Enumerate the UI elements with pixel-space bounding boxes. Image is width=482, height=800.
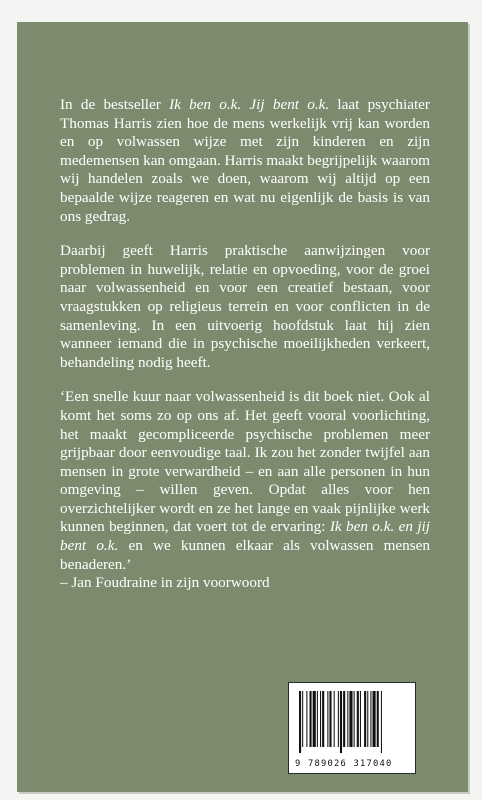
- quote-paragraph: [60, 388, 430, 574]
- barcode-bar: [329, 691, 331, 747]
- barcode-bar: [347, 691, 348, 747]
- barcode-bar: [349, 691, 352, 747]
- barcode-bar: [327, 691, 328, 747]
- quote-text-start: ‘Een snelle kuur naar volwassenheid is dit boek niet. Ook al komt het soms zo op ons af. Het geeft vooral voorlichting, het maakt gecompliceerde psychische problemen meer grijpbaar door eenvoudige taal. Ik zou het zonder twijfel aan mensen in grote verwardheid – en aan alle personen in hun omgeving – willen geven. Opdat alles voor hen overzichtelijker wordt en ze het lange en vaak pijnlijke werk kunnen beginnen, dat voert tot de ervaring:: [60, 388, 430, 536]
- barcode-bar: [306, 691, 307, 747]
- isbn-barcode: [288, 682, 416, 774]
- barcode-bar: [377, 691, 379, 747]
- paragraph-1-rest: laat psychiater Thomas Harris zien hoe de mens werkelijk vrij kan worden en op volwassen wijze met zijn kinderen en zijn medemensen kan omgaan. Harris maakt begrijpelijk waarom wij handelen zoals we doen, waarom wij altijd op een bepaalde wijze reageren en wat nu eigenlijk de basis is van ons gedrag.: [60, 96, 430, 225]
- barcode-bar: [338, 691, 339, 747]
- barcode-bar: [360, 691, 361, 747]
- barcode-bar: [317, 691, 318, 747]
- blurb-text: [60, 96, 430, 609]
- blurb-paragraph-2: Daarbij geeft Harris praktische aanwijzingen voor problemen in huwelijk, relatie en opvoeding, voor de groei naar volwassenheid en voor een creatief bestaan, voor vraagstukken op religieus terrein en voor conflicten in de samenleving. In een uitvoerig hoofdstuk laat hij zien wanneer iemand die in psychische moeilijkheden verkeert, behandeling nodig heeft.: [60, 242, 430, 371]
- barcode-bars: [299, 691, 405, 753]
- barcode-bar: [313, 691, 316, 747]
- blurb-paragraph-1: [60, 96, 430, 226]
- barcode-bar: [310, 691, 312, 747]
- barcode-bar: [302, 691, 303, 747]
- barcode-bar: [381, 691, 382, 753]
- barcode-bar: [370, 691, 371, 747]
- barcode-bar: [367, 691, 368, 747]
- quote-title-italic: Ik ben o.k. en jij bent o.k.: [60, 518, 430, 555]
- quote-attribution: – Jan Foudraine in zijn voorwoord: [60, 574, 270, 592]
- book-title-italic: Ik ben o.k. Jij bent o.k.: [169, 96, 330, 113]
- barcode-bar: [357, 691, 359, 747]
- paragraph-1-intro: In de bestseller: [60, 96, 170, 113]
- barcode-bar: [320, 691, 321, 747]
- barcode-bar: [334, 691, 335, 747]
- barcode-bar: [354, 691, 355, 747]
- quote-text-end: en we kunnen elkaar als volwassen mensen benaderen.’: [60, 537, 431, 573]
- barcode-bar: [364, 691, 366, 747]
- barcode-bar: [299, 691, 301, 753]
- barcode-bar: [343, 691, 345, 747]
- barcode-bar: [322, 691, 324, 747]
- barcode-bar: [340, 691, 342, 753]
- isbn-number: 9 789026 317040: [295, 759, 393, 769]
- barcode-bar: [373, 691, 376, 747]
